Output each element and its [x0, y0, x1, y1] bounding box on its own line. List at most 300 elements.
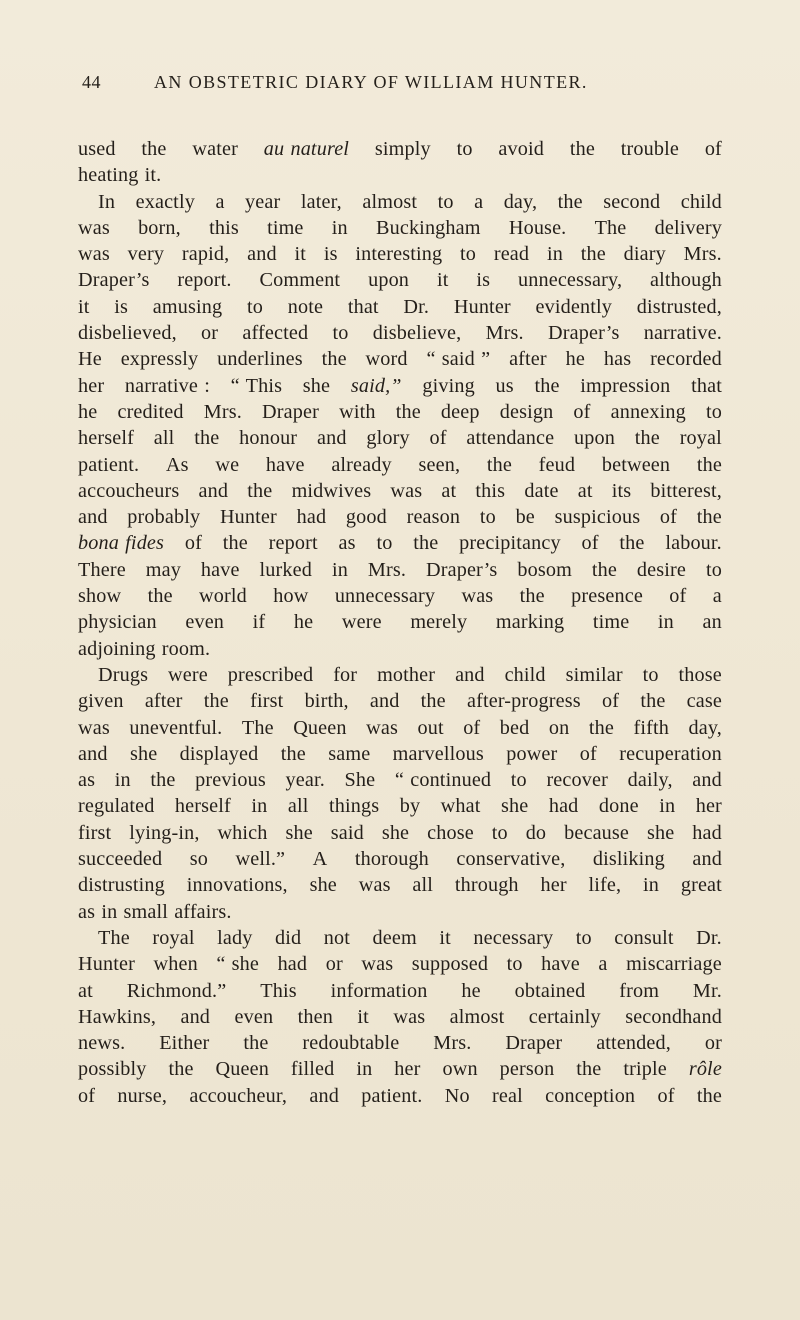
text-word: “ This: [230, 374, 283, 397]
running-title: AN OBSTETRIC DIARY OF WILLIAM HUNTER.: [154, 72, 588, 92]
text-word: marking: [495, 611, 565, 634]
text-word: we: [215, 453, 240, 476]
text-word: in: [546, 243, 563, 266]
text-word: she: [129, 742, 158, 765]
text-word: He: [78, 348, 102, 371]
text-word: reason: [406, 506, 461, 529]
text-word: at: [441, 479, 457, 502]
text-line-24: [78, 741, 722, 767]
text-word: in: [331, 216, 348, 239]
text-word: bitterest,: [650, 479, 722, 502]
text-word: in: [356, 1058, 373, 1081]
text-word: second: [603, 190, 661, 213]
text-word: physician: [78, 611, 157, 634]
text-word: has: [603, 348, 632, 371]
text-word: almost: [449, 1005, 505, 1028]
text-word: midwives: [291, 479, 372, 502]
text-word: world: [199, 585, 247, 608]
text-word: and: [692, 769, 722, 792]
text-word: he: [461, 979, 481, 1002]
text-line-13: [78, 452, 722, 478]
text-word: was: [78, 216, 110, 239]
text-word: narrative.: [643, 322, 722, 345]
text-word: did: [274, 926, 302, 949]
text-line-11: [78, 399, 722, 425]
text-word: disbelieved,: [78, 322, 177, 345]
text-word: report: [268, 532, 318, 555]
text-word: Mrs.: [485, 322, 524, 345]
text-word: of: [601, 690, 620, 713]
text-word: person: [499, 1058, 555, 1081]
text-word: uneventful.: [129, 716, 223, 739]
text-word: have: [200, 558, 240, 581]
text-word: Draper’s: [548, 322, 620, 345]
text-word: she: [309, 874, 337, 897]
text-word: she: [285, 821, 313, 844]
text-word: succeeded: [78, 848, 163, 871]
text-word: to: [510, 769, 527, 792]
text-word: had: [296, 506, 327, 529]
text-line-17: [78, 557, 722, 583]
text-word: of: [704, 138, 722, 160]
text-word: chose: [427, 821, 474, 844]
text-word: the: [580, 243, 606, 266]
text-word: patient.: [361, 1084, 423, 1107]
text-word: all: [412, 874, 434, 897]
text-word: design: [499, 400, 554, 423]
text-word: well.”: [235, 848, 286, 871]
text-line-18: [78, 583, 722, 609]
text-word: and: [455, 663, 485, 686]
text-word: even: [185, 611, 225, 634]
text-word: This: [260, 979, 297, 1002]
text-word: used: [78, 138, 116, 160]
text-word: Dr.: [403, 295, 430, 318]
text-word: things: [328, 795, 380, 818]
text-word: A: [312, 848, 328, 871]
text-word: of: [573, 400, 591, 423]
text-line-10: [78, 373, 722, 399]
text-word: even: [234, 1005, 274, 1028]
text-word: herself: [174, 795, 231, 818]
text-word: was: [461, 585, 494, 608]
text-word: upon: [368, 269, 410, 292]
text-word: Mrs.: [683, 243, 722, 266]
text-word: was: [358, 874, 391, 897]
text-word: House.: [508, 216, 567, 239]
text-word: Hawkins,: [78, 1005, 157, 1028]
text-word: possibly: [78, 1058, 147, 1081]
text-word: mother: [377, 663, 436, 686]
text-word: Hunter: [219, 506, 277, 529]
text-word: had: [277, 953, 308, 976]
text-word: obtained: [514, 979, 586, 1002]
text-word: an: [702, 611, 722, 634]
text-word: merely: [410, 611, 468, 634]
text-word: In: [98, 190, 116, 213]
text-word: fifth: [633, 716, 669, 739]
text-word: the: [696, 506, 722, 529]
text-word: all: [287, 795, 309, 818]
text-word: to: [460, 243, 477, 266]
text-word: credited: [117, 400, 184, 423]
text-line-21: [78, 662, 722, 688]
text-word: day,: [503, 190, 538, 213]
text-word: prescribed: [227, 663, 314, 686]
running-header: [82, 72, 732, 102]
text-word: narrative :: [124, 374, 210, 397]
text-word: said: [330, 821, 364, 844]
text-word: delivery: [654, 216, 722, 239]
text-word: her: [78, 374, 105, 397]
text-word: with: [339, 400, 376, 423]
text-line-34: [78, 1004, 722, 1030]
text-word: recover: [546, 769, 609, 792]
text-word: the: [696, 1084, 722, 1107]
text-word: later,: [300, 190, 342, 213]
text-word: Draper: [262, 400, 319, 423]
text-word: word: [365, 348, 408, 371]
text-word: Mrs.: [367, 558, 407, 581]
text-word: regulated: [78, 795, 155, 818]
text-word: date: [524, 479, 559, 502]
text-word: the: [141, 138, 167, 160]
text-word: was: [361, 953, 394, 976]
text-word: how: [273, 585, 309, 608]
text-word: as: [78, 769, 96, 792]
text-word: after: [144, 690, 183, 713]
text-word: she: [302, 374, 331, 397]
text-word: by: [399, 795, 421, 818]
text-word: daily,: [627, 769, 673, 792]
text-word: on: [548, 716, 570, 739]
text-word: he: [78, 400, 98, 423]
text-word: the: [557, 190, 583, 213]
text-word: trouble: [620, 138, 679, 160]
text-word: rôle: [688, 1058, 722, 1081]
text-word: affected: [242, 322, 309, 345]
text-word: Drugs: [98, 663, 149, 686]
text-line-19: [78, 609, 722, 635]
text-word: the: [634, 427, 660, 450]
text-word: a: [712, 585, 722, 608]
text-word: in: [643, 874, 660, 897]
text-word: to: [437, 190, 454, 213]
text-word: to: [506, 953, 523, 976]
text-word: distrusting: [78, 874, 165, 897]
text-word: first: [78, 821, 112, 844]
text-word: it: [436, 269, 449, 292]
text-word: the: [619, 532, 645, 555]
text-word: The: [98, 926, 130, 949]
text-word: the: [576, 1058, 602, 1081]
text-line-26: [78, 793, 722, 819]
text-word: probably: [127, 506, 201, 529]
body-text: [78, 136, 722, 1109]
text-word: No: [444, 1084, 470, 1107]
text-word: for: [333, 663, 358, 686]
text-word: to: [705, 400, 722, 423]
text-word: presence: [571, 585, 643, 608]
text-word: recuperation: [619, 742, 722, 765]
text-word: and: [198, 479, 229, 502]
text-word: adjoining room.: [78, 637, 211, 660]
text-word: note: [287, 295, 324, 318]
text-word: is: [114, 295, 129, 318]
text-word: to: [332, 322, 349, 345]
text-word: unnecessary,: [517, 269, 623, 292]
text-word: deem: [372, 926, 417, 949]
text-word: the: [569, 138, 595, 160]
text-word: have: [265, 453, 305, 476]
text-word: have: [541, 953, 580, 976]
text-word: to: [376, 532, 393, 555]
text-word: Hunter: [78, 953, 135, 976]
text-word: the: [194, 427, 220, 450]
text-word: to: [705, 558, 722, 581]
text-word: the: [321, 348, 347, 371]
text-word: it: [439, 926, 451, 949]
text-word: Draper’s: [425, 558, 498, 581]
text-word: certainly: [528, 1005, 601, 1028]
text-word: bed: [499, 716, 530, 739]
text-word: accoucheurs: [78, 479, 180, 502]
text-line-27: [78, 820, 722, 846]
text-word: was: [390, 479, 423, 502]
text-word: “ she: [216, 953, 260, 976]
text-word: information: [330, 979, 428, 1002]
text-word: honour: [239, 427, 298, 450]
text-word: a: [474, 190, 484, 213]
text-word: Mr.: [692, 979, 722, 1002]
text-word: time: [592, 611, 630, 634]
text-line-2: [78, 162, 722, 188]
text-word: her: [394, 1058, 421, 1081]
text-word: supposed: [411, 953, 489, 976]
text-word: to: [456, 138, 473, 160]
text-word: heating it.: [78, 164, 162, 187]
text-line-35: [78, 1030, 722, 1056]
text-word: Hunter: [453, 295, 511, 318]
text-word: it: [78, 295, 90, 318]
text-word: the: [413, 532, 439, 555]
text-word: a: [215, 190, 225, 213]
text-word: and: [78, 742, 108, 765]
text-word: given: [78, 690, 124, 713]
text-word: and: [247, 243, 277, 266]
text-word: time: [267, 216, 304, 239]
text-word: desire: [636, 558, 687, 581]
text-word: the: [696, 453, 722, 476]
text-word: this: [209, 216, 239, 239]
text-word: birth,: [304, 690, 349, 713]
text-word: day,: [688, 716, 722, 739]
text-word: Dr.: [696, 926, 722, 949]
text-word: life,: [588, 874, 622, 897]
text-word: evidently: [535, 295, 613, 318]
text-word: redoubtable: [302, 1032, 400, 1055]
text-word: seen,: [418, 453, 461, 476]
text-word: avoid: [498, 138, 545, 160]
text-word: all: [153, 427, 175, 450]
text-line-9: [78, 346, 722, 372]
text-word: after-progress: [466, 690, 581, 713]
text-word: of: [579, 742, 597, 765]
text-word: child: [504, 663, 546, 686]
text-word: miscarriage: [626, 953, 722, 976]
text-word: the: [168, 1058, 194, 1081]
text-word: As: [165, 453, 189, 476]
text-word: Comment: [259, 269, 341, 292]
text-word: deep: [440, 400, 480, 423]
text-word: not: [323, 926, 350, 949]
text-word: attendance: [466, 427, 555, 450]
text-word: similar: [565, 663, 623, 686]
text-word: the: [519, 585, 545, 608]
text-word: when: [153, 953, 198, 976]
text-word: Richmond.”: [126, 979, 227, 1002]
text-word: a: [598, 953, 608, 976]
text-word: in: [331, 558, 348, 581]
text-word: au naturel: [263, 138, 350, 160]
text-word: to: [575, 926, 592, 949]
text-word: own: [442, 1058, 478, 1081]
text-word: she: [500, 795, 529, 818]
text-word: because: [564, 821, 630, 844]
text-line-30: [78, 899, 722, 925]
text-word: to: [246, 295, 263, 318]
text-word: amusing: [152, 295, 223, 318]
text-word: disliking: [592, 848, 665, 871]
text-line-5: [78, 241, 722, 267]
text-word: or: [704, 1032, 722, 1055]
text-word: lying-in,: [129, 821, 200, 844]
text-word: almost: [362, 190, 418, 213]
text-word: the: [203, 690, 229, 713]
text-word: distrusted,: [636, 295, 722, 318]
text-word: thorough: [354, 848, 429, 871]
text-word: be: [515, 506, 535, 529]
text-word: recorded: [650, 348, 722, 371]
text-line-37: [78, 1083, 722, 1109]
text-word: in: [657, 611, 674, 634]
text-word: and: [180, 1005, 211, 1028]
text-word: and: [78, 506, 108, 529]
text-word: underlines: [217, 348, 303, 371]
text-word: the: [588, 716, 614, 739]
text-word: and: [316, 427, 347, 450]
text-word: nurse,: [117, 1084, 168, 1107]
text-word: of: [657, 1084, 675, 1107]
text-word: and: [309, 1084, 340, 1107]
text-word: royal: [679, 427, 722, 450]
text-word: the: [486, 453, 512, 476]
text-word: between: [601, 453, 671, 476]
text-word: report.: [177, 269, 232, 292]
text-word: after: [509, 348, 547, 371]
text-word: then: [297, 1005, 333, 1028]
text-word: Draper’s: [78, 269, 150, 292]
text-word: impression: [580, 374, 671, 397]
text-word: first: [250, 690, 284, 713]
text-word: The: [594, 216, 627, 239]
text-word: those: [678, 663, 722, 686]
text-line-22: [78, 688, 722, 714]
text-word: year: [245, 190, 281, 213]
text-word: as: [338, 532, 356, 555]
text-word: consult: [614, 926, 674, 949]
text-word: were: [341, 611, 382, 634]
text-word: of: [78, 1084, 96, 1107]
text-word: that: [691, 374, 722, 397]
text-word: rapid,: [181, 243, 230, 266]
text-word: bona fides: [78, 532, 165, 555]
text-word: the: [243, 1032, 269, 1055]
text-word: the: [222, 532, 248, 555]
text-word: was: [366, 716, 398, 739]
text-line-33: [78, 978, 722, 1004]
text-word: as in small affairs.: [78, 900, 232, 923]
text-word: lady: [217, 926, 253, 949]
text-word: it: [357, 1005, 369, 1028]
text-word: the: [247, 479, 273, 502]
text-word: do: [525, 821, 547, 844]
text-word: of: [659, 506, 678, 529]
text-word: conservative,: [456, 848, 566, 871]
text-word: or: [201, 322, 219, 345]
text-word: if: [252, 611, 266, 634]
text-word: secondhand: [625, 1005, 722, 1028]
text-word: already: [331, 453, 392, 476]
text-word: what: [440, 795, 481, 818]
text-word: “ said ”: [426, 348, 491, 371]
text-word: exactly: [135, 190, 195, 213]
text-line-3: [78, 189, 722, 215]
text-word: year.: [285, 769, 325, 792]
text-word: of: [581, 532, 599, 555]
text-word: the: [640, 690, 666, 713]
text-word: he: [293, 611, 314, 634]
text-word: glory: [366, 427, 410, 450]
text-word: disbelieve,: [372, 322, 462, 345]
text-word: the: [395, 400, 421, 423]
text-word: necessary: [473, 926, 554, 949]
text-word: Mrs.: [433, 1032, 472, 1055]
text-word: in: [659, 795, 676, 818]
text-word: the: [420, 690, 446, 713]
text-word: at: [78, 979, 93, 1002]
text-line-12: [78, 425, 722, 451]
text-line-7: [78, 294, 722, 320]
text-word: marvellous: [392, 742, 484, 765]
text-word: previous: [195, 769, 266, 792]
text-word: innovations,: [186, 874, 288, 897]
text-word: She: [344, 769, 376, 792]
text-word: of: [184, 532, 202, 555]
text-word: labour.: [665, 532, 722, 555]
text-word: suspicious: [554, 506, 641, 529]
text-word: in: [114, 769, 131, 792]
text-word: good: [345, 506, 387, 529]
text-word: the: [150, 769, 176, 792]
text-word: he: [565, 348, 585, 371]
text-word: diary: [623, 243, 666, 266]
text-line-28: [78, 846, 722, 872]
text-word: Queen: [293, 716, 347, 739]
text-word: great: [680, 874, 722, 897]
text-word: attended,: [596, 1032, 671, 1055]
text-word: to: [479, 506, 496, 529]
